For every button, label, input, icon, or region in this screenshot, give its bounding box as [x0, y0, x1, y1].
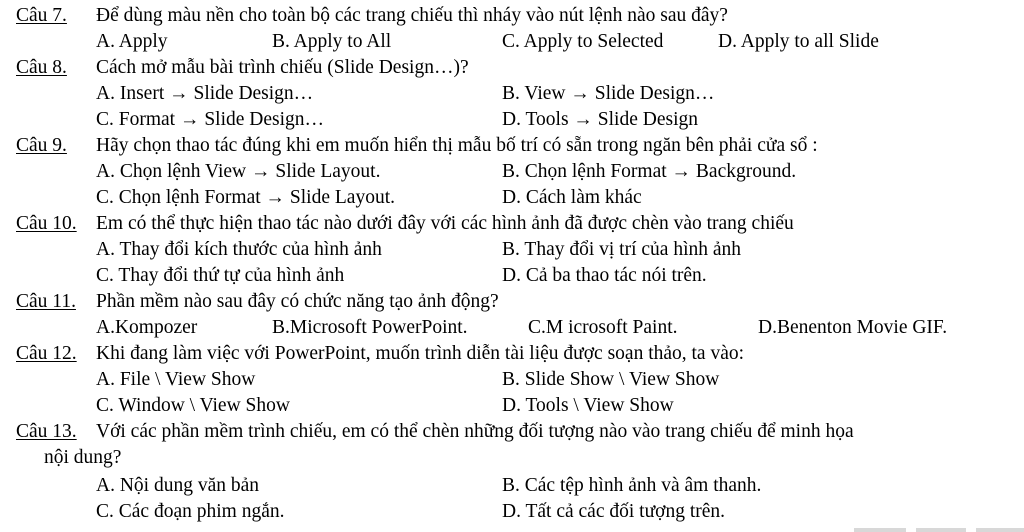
option-a: A.Kompozer: [96, 317, 198, 338]
question-number: Câu 8.: [16, 57, 67, 78]
question-number: Câu 9.: [16, 135, 67, 156]
bottom-edge-bar: [854, 528, 1024, 532]
question-text-cont: nội dung?: [44, 447, 122, 468]
option-d: D. Tools → Slide Design: [502, 109, 698, 130]
question-text: Phần mềm nào sau đây có chức năng tạo ảnh động?: [96, 291, 499, 312]
option-c: C. Chọn lệnh Format → Slide Layout.: [96, 187, 395, 208]
question-text: Với các phần mềm trình chiếu, em có thể chèn những đối tượng nào vào trang chiếu để minh họa: [96, 421, 854, 442]
option-b: B.Microsoft PowerPoint.: [272, 317, 468, 338]
option-b: B. Apply to All: [272, 31, 392, 52]
option-b: B. Chọn lệnh Format → Background.: [502, 161, 797, 182]
option-c: C. Format → Slide Design…: [96, 109, 325, 130]
option-d: D. Tất cả các đối tượng trên.: [502, 501, 726, 522]
option-a: A. Chọn lệnh View → Slide Layout.: [96, 161, 381, 182]
option-b: B. Slide Show \ View Show: [502, 369, 720, 390]
option-b: B. Các tệp hình ảnh và âm thanh.: [502, 475, 762, 496]
option-c: C. Thay đổi thứ tự của hình ảnh: [96, 265, 345, 286]
option-d: D. Cách làm khác: [502, 187, 642, 208]
option-a: A. Nội dung văn bản: [96, 475, 260, 496]
option-c: C. Apply to Selected: [502, 31, 664, 52]
question-number: Câu 10.: [16, 213, 77, 234]
option-c: C. Window \ View Show: [96, 395, 290, 416]
option-c: C. Các đoạn phim ngắn.: [96, 501, 285, 522]
question-text: Khi đang làm việc với PowerPoint, muốn trình diễn tài liệu được soạn thảo, ta vào:: [96, 343, 745, 364]
option-b: B. View → Slide Design…: [502, 83, 715, 104]
option-c: C.M icrosoft Paint.: [528, 317, 678, 338]
question-number: Câu 12.: [16, 343, 77, 364]
option-d: D. Apply to all Slide: [718, 31, 879, 52]
question-number: Câu 13.: [16, 421, 77, 442]
option-a: A. File \ View Show: [96, 369, 256, 390]
question-number: Câu 7.: [16, 5, 67, 26]
question-text: Để dùng màu nền cho toàn bộ các trang chiếu thì nháy vào nút lệnh nào sau đây?: [96, 5, 728, 26]
question-text: Em có thể thực hiện thao tác nào dưới đây với các hình ảnh đã được chèn vào trang chiếu: [96, 213, 794, 234]
option-d: D. Tools \ View Show: [502, 395, 674, 416]
option-d: D. Cả ba thao tác nói trên.: [502, 265, 707, 286]
question-text: Hãy chọn thao tác đúng khi em muốn hiển thị mẫu bố trí có sẵn trong ngăn bên phải cửa sổ :: [96, 135, 818, 156]
option-d: D.Benenton Movie GIF.: [758, 317, 948, 338]
option-a: A. Thay đổi kích thước của hình ảnh: [96, 239, 382, 260]
option-a: A. Apply: [96, 31, 168, 52]
option-b: B. Thay đổi vị trí của hình ảnh: [502, 239, 742, 260]
option-a: A. Insert → Slide Design…: [96, 83, 314, 104]
question-text: Cách mở mẫu bài trình chiếu (Slide Design…)?: [96, 57, 469, 78]
question-number: Câu 11.: [16, 291, 76, 312]
